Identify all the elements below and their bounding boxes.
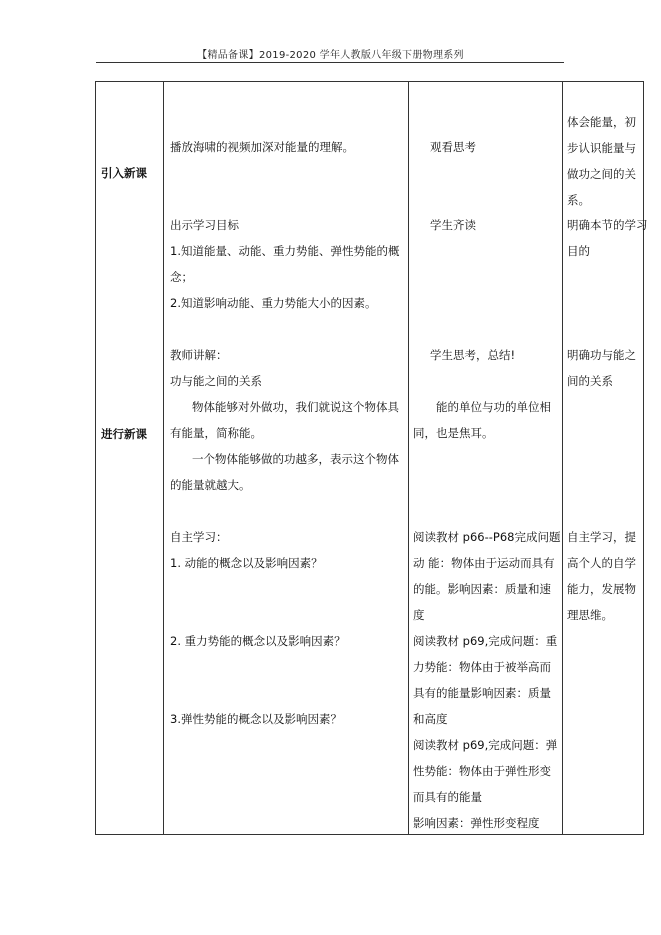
intent-selfstudy-line: 理思维。 <box>567 608 613 622</box>
explain-text: 物体能够对外做功，我们就说这个物体具 <box>192 400 399 414</box>
student-activity-explain: 学生思考，总结! <box>430 348 516 362</box>
selfstudy-question: 2. 重力势能的概念以及影响因素？ <box>170 634 346 648</box>
intent-selfstudy-line: 能力，发展物 <box>567 582 636 596</box>
intent-goals-line: 明确本节的学习 <box>567 218 648 232</box>
teacher-activity-intro: 播放海啸的视频加深对能量的理解。 <box>170 140 354 154</box>
selfstudy-question: 1. 动能的概念以及影响因素？ <box>170 556 323 570</box>
header-rule <box>96 62 564 63</box>
student-activity-intro: 观看思考 <box>430 140 476 154</box>
goals-heading: 出示学习目标 <box>170 218 239 232</box>
column-divider <box>163 82 164 834</box>
explain-text: 有能量，简称能。 <box>170 426 262 440</box>
student-selfstudy-line: 阅读教材 p66--P68完成问题 <box>413 530 561 544</box>
student-selfstudy-line: 阅读教材 p69,完成问题：重 <box>413 634 558 648</box>
goal-item: 2.知道影响动能、重力势能大小的因素。 <box>170 296 377 310</box>
student-selfstudy-line: 动 能：物体由于运动而具有 <box>413 556 555 570</box>
student-selfstudy-line: 而具有的能量 <box>413 790 482 804</box>
column-divider <box>562 82 563 834</box>
intent-intro-line: 体会能量，初 <box>567 115 636 129</box>
goal-item: 1.知道能量、动能、重力势能、弹性势能的概 <box>170 244 400 258</box>
student-selfstudy-line: 性势能：物体由于弹性形变 <box>413 764 551 778</box>
column-divider <box>408 82 409 834</box>
student-activity-goals: 学生齐读 <box>430 218 476 232</box>
student-selfstudy-line: 具有的能量影响因素：质量 <box>413 686 551 700</box>
intent-selfstudy-line: 高个人的自学 <box>567 556 636 570</box>
student-explain-text: 能的单位与功的单位相 <box>436 400 551 414</box>
intent-intro-line: 做功之间的关 <box>567 167 636 181</box>
page-header: 【精品备课】2019-2020 学年人教版八年级下册物理系列 <box>197 50 464 61</box>
stage-label-progress: 进行新课 <box>101 427 147 441</box>
goal-item: 念； <box>170 270 193 284</box>
explain-text: 一个物体能够做的功越多，表示这个物体 <box>192 452 399 466</box>
explain-heading: 教师讲解： <box>170 348 228 362</box>
selfstudy-heading: 自主学习： <box>170 530 228 544</box>
student-explain-text: 同，也是焦耳。 <box>413 426 494 440</box>
student-selfstudy-line: 的能。影响因素：质量和速 <box>413 582 551 596</box>
lesson-table <box>95 81 648 835</box>
explain-text: 的能量就越大。 <box>170 478 251 492</box>
intent-intro-line: 步认识能量与 <box>567 141 636 155</box>
intent-intro-line: 系。 <box>567 193 590 207</box>
explain-subheading: 功与能之间的关系 <box>170 374 262 388</box>
stage-label-intro: 引入新课 <box>101 166 147 180</box>
intent-selfstudy-line: 自主学习，提 <box>567 530 636 544</box>
selfstudy-question: 3.弹性势能的概念以及影响因素？ <box>170 712 342 726</box>
intent-explain-line: 间的关系 <box>567 374 613 388</box>
student-selfstudy-line: 阅读教材 p69,完成问题：弹 <box>413 738 558 752</box>
student-selfstudy-line: 度 <box>413 608 425 622</box>
student-selfstudy-line: 和高度 <box>413 712 448 726</box>
intent-goals-line: 目的 <box>567 244 590 258</box>
intent-explain-line: 明确功与能之 <box>567 348 636 362</box>
student-selfstudy-line: 影响因素：弹性形变程度 <box>413 816 540 830</box>
student-selfstudy-line: 力势能：物体由于被举高而 <box>413 660 551 674</box>
